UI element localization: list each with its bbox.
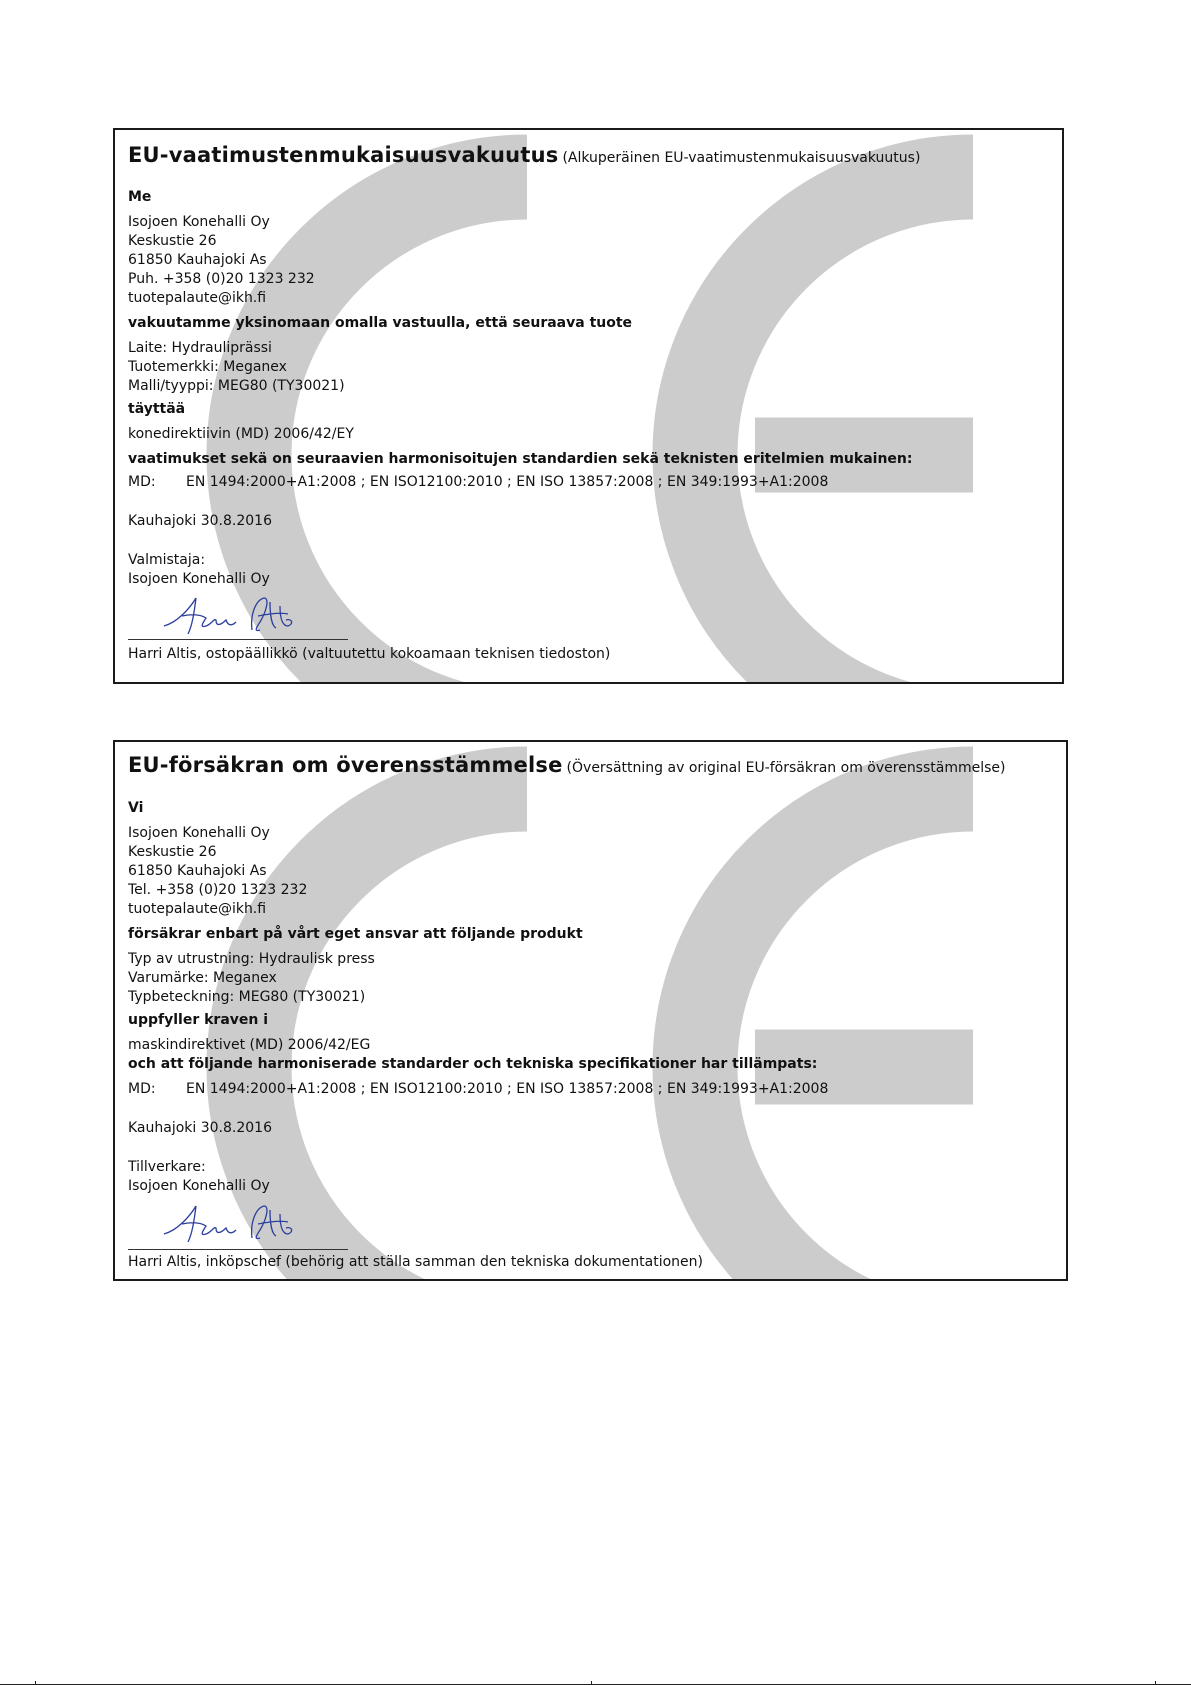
address-company: Isojoen Konehalli Oy <box>128 825 270 841</box>
address-street: Keskustie 26 <box>128 233 217 249</box>
place-date: Kauhajoki 30.8.2016 <box>128 1120 272 1136</box>
address-email: tuotepalaute@ikh.fi <box>128 901 267 917</box>
manufacturer-name: Isojoen Konehalli Oy <box>128 1178 270 1194</box>
directive: maskindirektivet (MD) 2006/42/EG <box>128 1037 371 1053</box>
manufacturer-label: Tillverkare: <box>128 1159 206 1175</box>
declaration-statement: försäkrar enbart på vårt eget ansvar att följande produkt <box>128 926 583 942</box>
declaration-statement: vakuutamme yksinomaan omalla vastuulla, että seuraava tuote <box>128 315 633 331</box>
page-edge-tick <box>1155 1681 1156 1685</box>
address-street: Keskustie 26 <box>128 844 217 860</box>
address-email: tuotepalaute@ikh.fi <box>128 290 267 306</box>
directive: konedirektiivin (MD) 2006/42/EY <box>128 426 354 442</box>
standards-list: MD: EN 1494:2000+A1:2008 ; EN ISO12100:2010 ; EN ISO 13857:2008 ; EN 349:1993+A1:2008 <box>128 1081 829 1097</box>
place-date: Kauhajoki 30.8.2016 <box>128 513 272 529</box>
signature-image <box>156 1200 306 1248</box>
address-phone: Tel. +358 (0)20 1323 232 <box>128 882 308 898</box>
declaration-swedish <box>113 740 1068 1281</box>
fulfils-heading: uppfyller kraven i <box>128 1012 269 1028</box>
declaration-title: EU-försäkran om överensstämmelse (Översättning av original EU-försäkran om överensstämmelse) <box>128 753 1006 777</box>
address-company: Isojoen Konehalli Oy <box>128 214 270 230</box>
page-edge-tick <box>35 1681 36 1685</box>
manufacturer-label: Valmistaja: <box>128 552 206 568</box>
address-postal: 61850 Kauhajoki As <box>128 252 267 268</box>
declaration-subtitle: (Översättning av original EU-försäkran om överensstämmelse) <box>566 760 1006 776</box>
address-postal: 61850 Kauhajoki As <box>128 863 267 879</box>
product-model: Typbeteckning: MEG80 (TY30021) <box>128 989 366 1005</box>
signature-image <box>156 592 306 640</box>
product-type: Typ av utrustning: Hydraulisk press <box>128 951 375 967</box>
declaration-title: EU-vaatimustenmukaisuusvakuutus (Alkuperäinen EU-vaatimustenmukaisuusvakuutus) <box>128 143 921 167</box>
standards-heading: och att följande harmoniserade standarder och tekniska specifikationer har tillämpats: <box>128 1056 818 1072</box>
intro-pronoun: Me <box>128 189 152 205</box>
intro-pronoun: Vi <box>128 800 144 816</box>
signatory: Harri Altis, inköpschef (behörig att ställa samman den tekniska dokumentationen) <box>128 1254 703 1270</box>
product-model: Malli/tyyppi: MEG80 (TY30021) <box>128 378 345 394</box>
standards-heading: vaatimukset sekä on seuraavien harmonisoitujen standardien sekä teknisten eritelmien mukainen: <box>128 451 913 467</box>
standards-list: MD: EN 1494:2000+A1:2008 ; EN ISO12100:2010 ; EN ISO 13857:2008 ; EN 349:1993+A1:2008 <box>128 474 829 490</box>
signature-line <box>128 639 348 640</box>
fulfils-heading: täyttää <box>128 401 186 417</box>
signature-line <box>128 1249 348 1250</box>
address-phone: Puh. +358 (0)20 1323 232 <box>128 271 315 287</box>
product-brand: Tuotemerkki: Meganex <box>128 359 287 375</box>
product-type: Laite: Hydrauliprässi <box>128 340 272 356</box>
page-edge-tick <box>591 1681 592 1685</box>
manufacturer-name: Isojoen Konehalli Oy <box>128 571 270 587</box>
declaration-subtitle: (Alkuperäinen EU-vaatimustenmukaisuusvakuutus) <box>562 150 921 166</box>
declaration-finnish <box>113 128 1064 684</box>
signatory: Harri Altis, ostopäällikkö (valtuutettu kokoamaan teknisen tiedoston) <box>128 646 611 662</box>
product-brand: Varumärke: Meganex <box>128 970 277 986</box>
